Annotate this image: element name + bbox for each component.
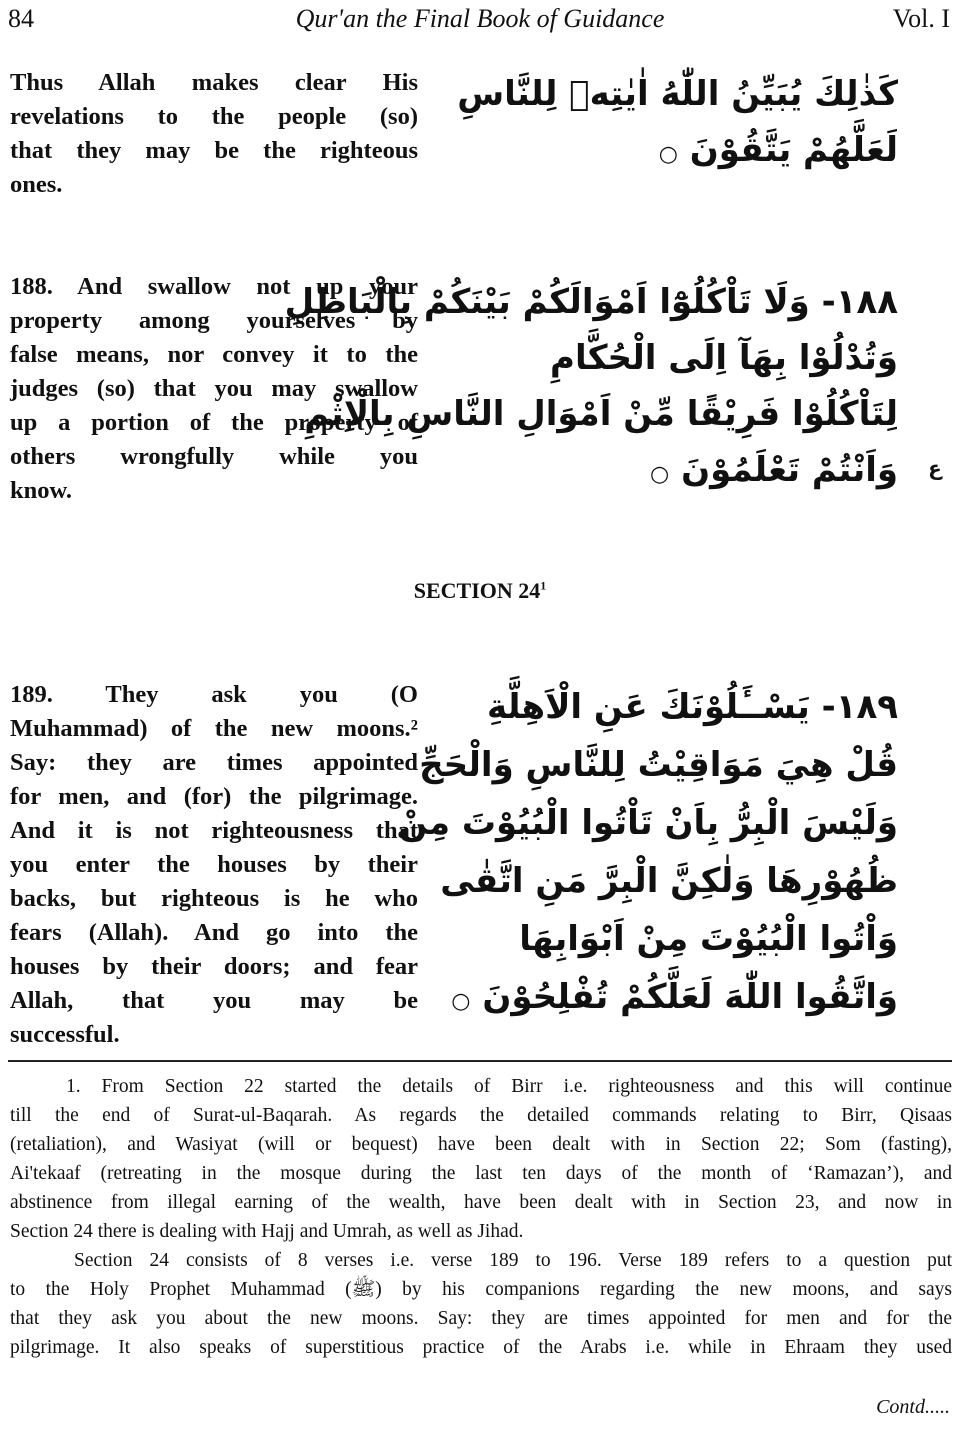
book-title: Qur'an the Final Book of Guidance (295, 4, 665, 33)
arabic-line: لِتَاْكُلُوْا فَرِيْقًا مِّنْ اَمْوَالِ النَّاسِ بِالْاِثْمِ (304, 394, 898, 434)
english-line: false means, nor convey it to the (10, 341, 418, 368)
footnote-line: abstinence from illegal earning of the wealth, have been dealt with in Section 23, and now in (10, 1192, 952, 1213)
arabic-line (428, 442, 898, 503)
verse-end-marker: ○ (650, 462, 670, 487)
english-line: property among yourselves by (10, 307, 418, 334)
english-line: backs, but righteous is he who (10, 885, 418, 912)
arabic-line: وَتُدْلُوْا بِهَآ اِلَى الْحُكَّامِ (550, 338, 898, 378)
english-line: 188. And swallow not up your (10, 273, 418, 300)
footnote-line: Section 24 consists of 8 verses i.e. verse 189 to 196. Verse 189 refers to a question put (74, 1250, 952, 1271)
section-title: SECTION 24 (413, 578, 541, 603)
page-number: 84 (8, 4, 34, 33)
english-line: for men, and (for) the pilgrimage. (10, 783, 418, 810)
verse-188-arabic (284, 274, 898, 503)
arabic-text: وَاَنْتُمْ تَعْلَمُوْنَ (681, 450, 898, 490)
footnotes (10, 1072, 952, 1362)
arabic-line: وَاْتُوا الْبُيُوْتَ مِنْ اَبْوَابِهَا (519, 919, 898, 959)
arabic-text: وَاتَّقُوا اللّٰهَ لَعَلَّكُمْ تُفْلِحُوْنَ (482, 977, 898, 1017)
english-line: successful. (10, 1021, 120, 1048)
english-line: Thus Allah makes clear His (10, 69, 418, 96)
footnote-ref: 1 (540, 578, 547, 593)
english-line: up a portion of the property of (10, 409, 418, 436)
english-line: ones. (10, 171, 63, 198)
footnote-line: that they ask you about the new moons. Say: they are times appointed for men and for the (10, 1308, 952, 1329)
arabic-line (428, 968, 898, 1031)
english-line: know. (10, 477, 72, 504)
arabic-line: قُلْ هِيَ مَوَاقِيْتُ لِلنَّاسِ وَالْحَجِّ (419, 745, 898, 785)
volume-label: Vol. I (892, 4, 950, 33)
arabic-line: كَذٰلِكَ يُبَيِّنُ اللّٰهُ اٰيٰتِهٖ لِلنَّاسِ (457, 74, 898, 114)
footnote-line: Ai'tekaaf (retreating in the mosque during the last ten days of the month of ‘Ramazan’), and (10, 1163, 952, 1184)
english-line: And it is not righteousness that (10, 817, 418, 844)
english-line: Allah, that you may be (10, 987, 418, 1014)
footnote-line: (retaliation), and Wasiyat (will or bequest) have been dealt with in Section 22; Som (fasting), (10, 1134, 952, 1155)
section-heading (0, 578, 960, 604)
footnote-line: pilgrimage. It also speaks of superstitious practice of the Arabs i.e. while in Ehraam they used (10, 1337, 952, 1358)
footnote-line: 1. From Section 22 started the details of Birr i.e. righteousness and this will continue (66, 1076, 952, 1097)
footnote-line: to the Holy Prophet Muhammad (ﷺ) by his companions regarding the new moons, and says (10, 1279, 952, 1300)
verse-end-marker: ○ (451, 989, 471, 1014)
english-line: Muhammad) of the new moons.² (10, 715, 418, 742)
footnote-divider (8, 1060, 952, 1062)
verse-189-english (10, 678, 418, 1052)
arabic-text: لَعَلَّهُمْ يَتَّقُوْنَ (689, 130, 898, 170)
arabic-line: ١٨٨- وَلَا تَاْكُلُوْٓا اَمْوَالَكُمْ بَيْنَكُمْ بِالْبَاطِلِ (284, 282, 898, 322)
arabic-line: ١٨٩- يَسْــَٔلُوْنَكَ عَنِ الْاَهِلَّةِ (487, 687, 898, 727)
arabic-line: وَلَيْسَ الْبِرُّ بِاَنْ تَاْتُوا الْبُيُوْتَ مِنْ (398, 803, 898, 843)
english-line: Say: they are times appointed (10, 749, 418, 776)
english-line: others wrongfully while you (10, 443, 418, 470)
verse-187-english (10, 66, 418, 202)
running-header (0, 4, 960, 40)
english-line: judges (so) that you may swallow (10, 375, 418, 402)
footnote-line: till the end of Surat-ul-Baqarah. As regards the detailed commands relating to Birr, Qisaas (10, 1105, 952, 1126)
verse-end-marker: ○ (658, 142, 678, 167)
english-line: 189. They ask you (O (10, 681, 418, 708)
verse-187-arabic (428, 66, 898, 183)
english-line: houses by their doors; and fear (10, 953, 418, 980)
arabic-line (428, 122, 898, 183)
english-line: fears (Allah). And go into the (10, 919, 418, 946)
continued-label: Contd..... (876, 1396, 950, 1418)
footnote-line: Section 24 there is dealing with Hajj and Umrah, as well as Jihad. (10, 1221, 524, 1242)
english-line: you enter the houses by their (10, 851, 418, 878)
verse-189-arabic (398, 678, 898, 1031)
arabic-line: ظُهُوْرِهَا وَلٰكِنَّ الْبِرَّ مَنِ اتَّقٰى (440, 861, 898, 901)
english-line: revelations to the people (so) (10, 103, 418, 130)
ruku-marker: ع (928, 456, 942, 480)
english-line: that they may be the righteous (10, 137, 418, 164)
